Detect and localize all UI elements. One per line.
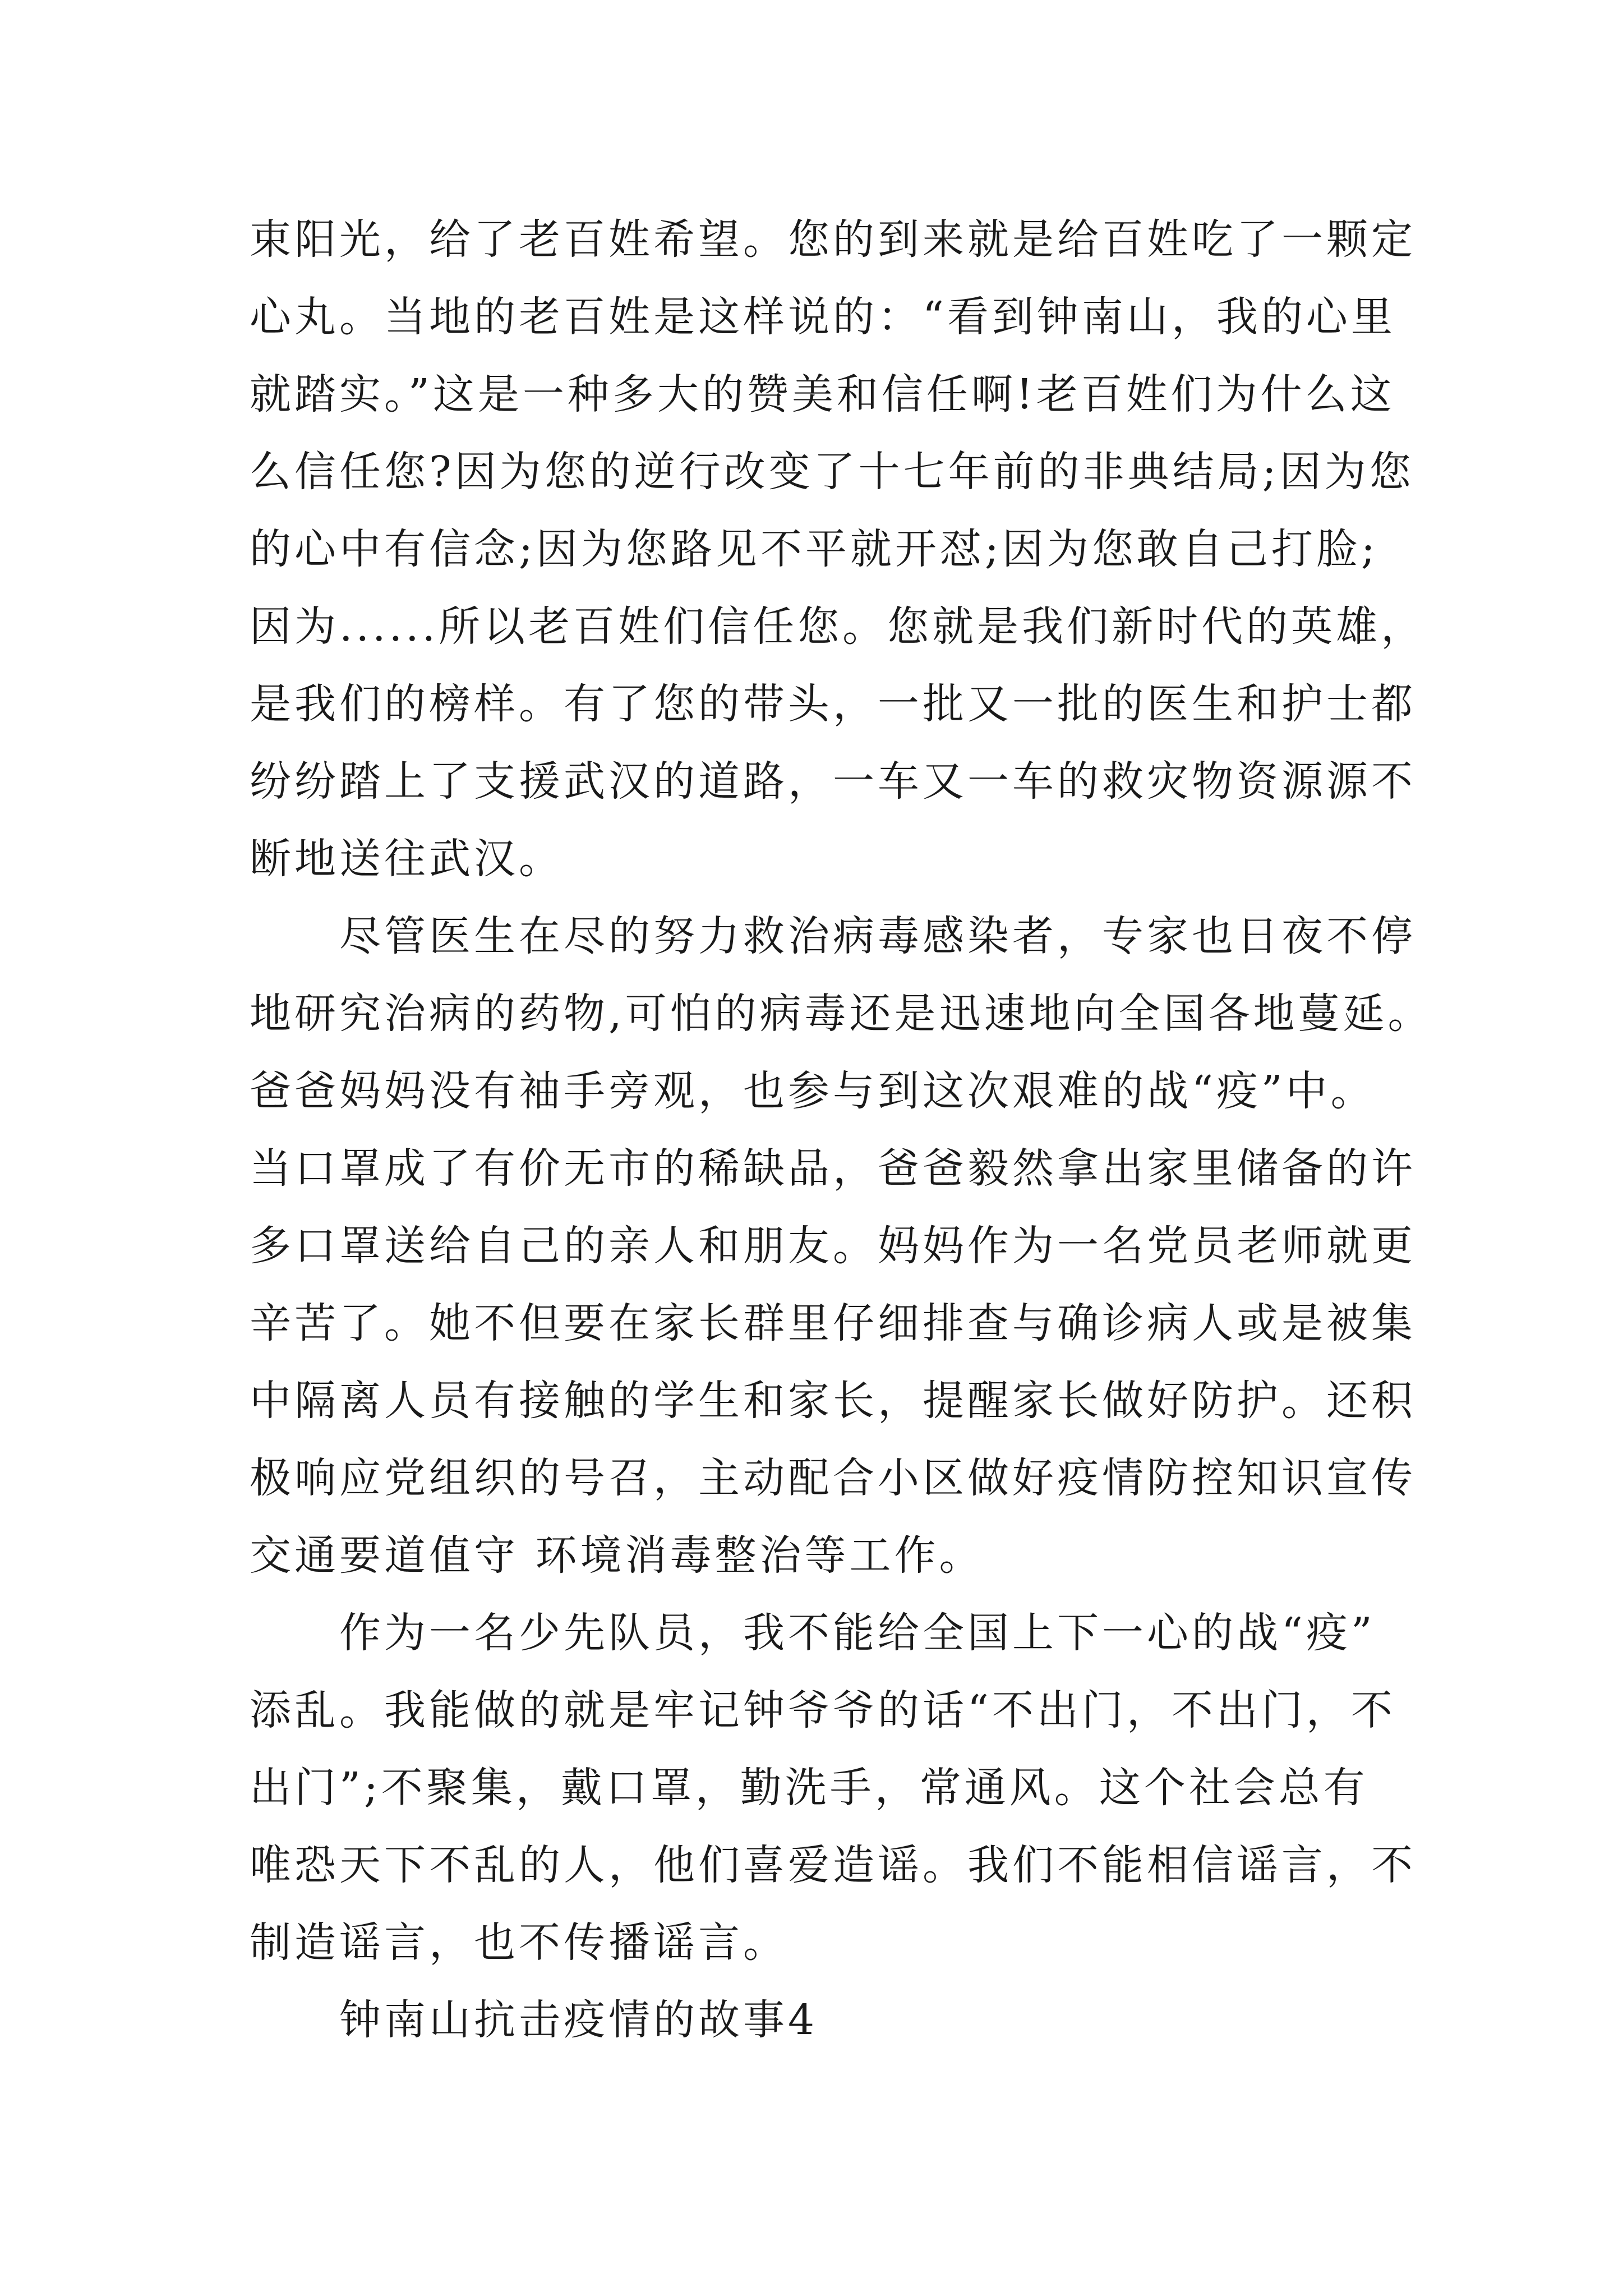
text-line: 制造谣言，也不传播谣言。 [250, 1918, 788, 1967]
text-line: 爸爸妈妈没有袖手旁观，也参与到这次艰难的战“疫”中。 [250, 1067, 1376, 1115]
text-line: 心丸。当地的老百姓是这样说的：“看到钟南山，我的心里 [250, 293, 1396, 341]
text-line: 纷纷踏上了支援武汉的道路，一车又一车的救灾物资源源不 [250, 757, 1416, 806]
section-heading: 钟南山抗击疫情的故事4 [339, 1996, 818, 2044]
text-line: 是我们的榜样。有了您的带头，一批又一批的医生和护士都 [250, 680, 1416, 728]
text-line: 极响应党组织的号召，主动配合小区做好疫情防控知识宣传 [250, 1454, 1416, 1502]
text-line: 当口罩成了有价无市的稀缺品，爸爸毅然拿出家里储备的许 [250, 1144, 1416, 1193]
text-line: 出门”;不聚集，戴口罩，勤洗手，常通风。这个社会总有 [250, 1764, 1368, 1812]
paragraph-start-line: 尽管医生在尽的努力救治病毒感染者，专家也日夜不停 [339, 912, 1416, 960]
text-line: 多口罩送给自己的亲人和朋友。妈妈作为一名党员老师就更 [250, 1222, 1416, 1270]
text-line: 添乱。我能做的就是牢记钟爷爷的话“不出门，不出门，不 [250, 1686, 1396, 1734]
text-line: 束阳光，给了老百姓希望。您的到来就是给百姓吃了一颗定 [250, 215, 1416, 264]
text-line: 中隔离人员有接触的学生和家长，提醒家长做好防护。还积 [250, 1377, 1416, 1425]
text-line: 的心中有信念;因为您路见不平就开怼;因为您敢自己打脸; [250, 525, 1378, 573]
text-line: 就踏实。”这是一种多大的赞美和信任啊!老百姓们为什么这 [250, 370, 1395, 418]
text-line: 么信任您?因为您的逆行改变了十七年前的非典结局;因为您 [250, 448, 1414, 496]
text-line: 因为......所以老百姓们信任您。您就是我们新时代的英雄， [250, 602, 1426, 651]
body-text [250, 201, 1433, 2059]
paragraph-start-line: 作为一名少先队员，我不能给全国上下一心的战“疫” [339, 1609, 1376, 1657]
text-line: 断地送往武汉。 [250, 835, 564, 883]
text-line: 辛苦了。她不但要在家长群里仔细排查与确诊病人或是被集 [250, 1299, 1416, 1347]
text-line: 地研究治病的药物,可怕的病毒还是迅速地向全国各地蔓延。 [250, 990, 1433, 1038]
text-line: 唯恐天下不乱的人，他们喜爱造谣。我们不能相信谣言，不 [250, 1841, 1416, 1889]
text-line: 交通要道值守 环境消毒整治等工作。 [250, 1531, 984, 1580]
